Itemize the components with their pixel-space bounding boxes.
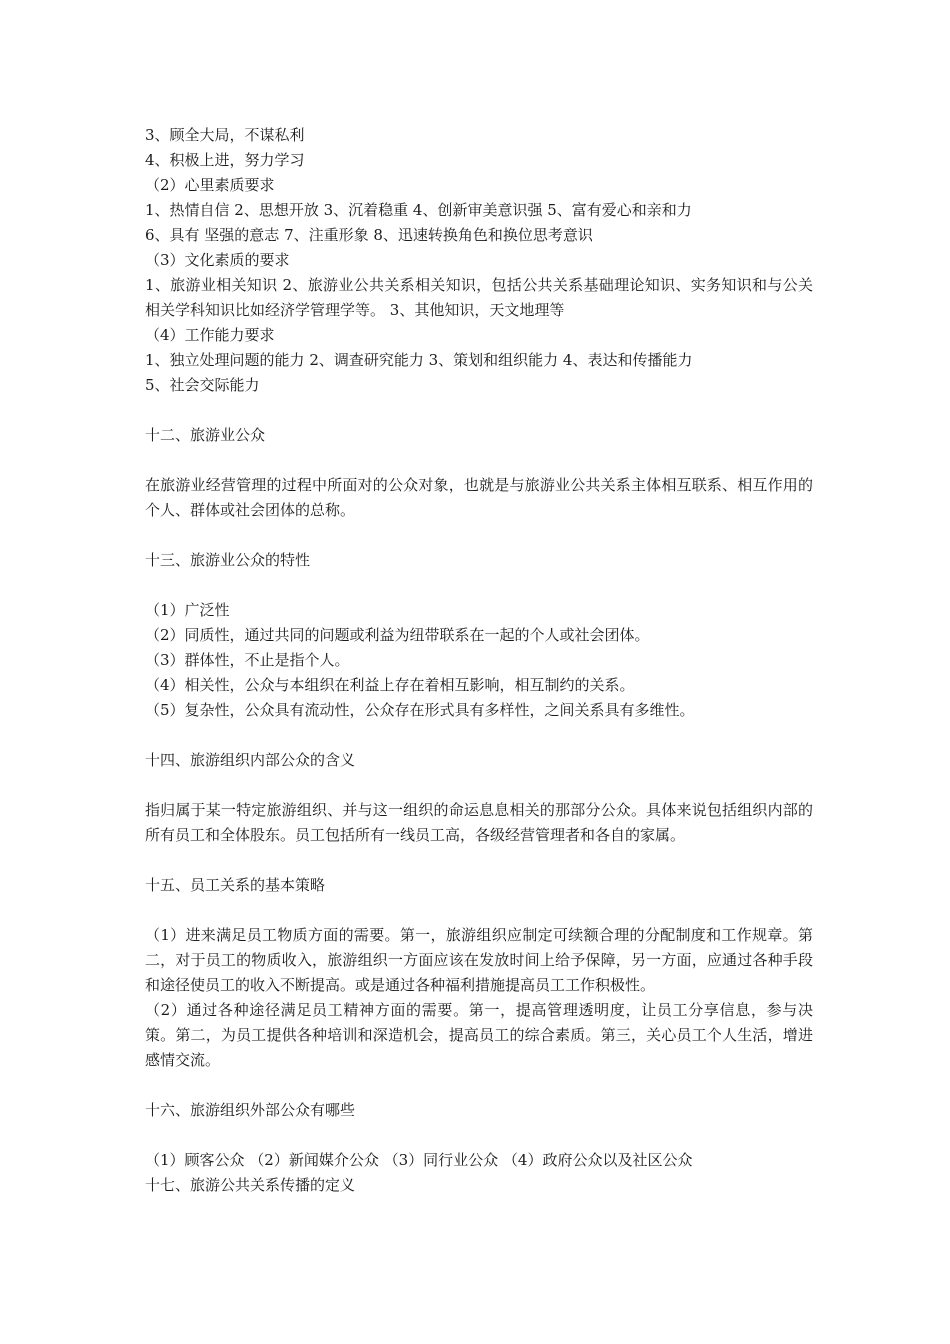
spacer (145, 723, 813, 748)
spacer (145, 523, 813, 548)
section-heading-13: 十三、旅游业公众的特性 (145, 551, 311, 569)
spacer (145, 773, 813, 798)
spacer (145, 398, 813, 423)
culture-paragraph: 1、旅游业相关知识 2、旅游业公共关系相关知识，包括公共关系基础理论知识、实务知识和与公关相关学科知识比如经济学管理学等。 3、其他知识，天文地理等 (145, 276, 813, 319)
section-heading-15: 十五、员工关系的基本策略 (145, 876, 326, 894)
section-paragraph-14: 指归属于某一特定旅游组织、并与这一组织的命运息息相关的那部分公众。具体来说包括组织内部的所有员工和全体股东。员工包括所有一线员工高，各级经营管理者和各自的家属。 (145, 801, 813, 844)
list-item: （4）相关性，公众与本组织在利益上存在着相互影响，相互制约的关系。 (145, 676, 635, 694)
list-item: （3）群体性，不止是指个人。 (145, 651, 350, 669)
spacer (145, 898, 813, 923)
section-paragraph-15-1: （1）进来满足员工物质方面的需要。第一，旅游组织应制定可续额合理的分配制度和工作规章。第二，对于员工的物质收入，旅游组织一方面应该在发放时间上给予保障，另一方面，应通过各种手段和途径使员工的收入不断提高。或是通过各种福利措施提高员工工作积极性。 (145, 926, 813, 994)
spacer (145, 448, 813, 473)
text-line: 1、热情自信 2、思想开放 3、沉着稳重 4、创新审美意识强 5、富有爱心和亲和力 (145, 201, 692, 219)
spacer (145, 1123, 813, 1148)
section-paragraph-15-2: （2）通过各种途径满足员工精神方面的需要。第一，提高管理透明度，让员工分享信息，参与决策。第二，为员工提供各种培训和深造机会，提高员工的综合素质。第三，关心员工个人生活，增进感情交流。 (145, 1001, 813, 1069)
text-line: 4、积极上进，努力学习 (145, 151, 305, 169)
text-line: 3、顾全大局，不谋私利 (145, 126, 305, 144)
subheading: （4）工作能力要求 (145, 326, 275, 344)
list-item: （5）复杂性，公众具有流动性，公众存在形式具有多样性，之间关系具有多维性。 (145, 701, 695, 719)
text-line: 5、社会交际能力 (145, 376, 260, 394)
subheading: （2）心里素质要求 (145, 176, 275, 194)
subheading: （3）文化素质的要求 (145, 251, 290, 269)
section-heading-16: 十六、旅游组织外部公众有哪些 (145, 1101, 356, 1119)
list-item: （2）同质性，通过共同的问题或利益为纽带联系在一起的个人或社会团体。 (145, 626, 650, 644)
section-heading-17: 十七、旅游公共关系传播的定义 (145, 1176, 356, 1194)
list-item: （1）顾客公众 （2）新闻媒介公众 （3）同行业公众 （4）政府公众以及社区公众 (145, 1151, 693, 1169)
spacer (145, 1073, 813, 1098)
spacer (145, 848, 813, 873)
section-heading-12: 十二、旅游业公众 (145, 426, 266, 444)
section-paragraph-12: 在旅游业经营管理的过程中所面对的公众对象，也就是与旅游业公共关系主体相互联系、相互作用的个人、群体或社会团体的总称。 (145, 476, 813, 519)
document-page (145, 123, 813, 1198)
text-line: 6、具有 坚强的意志 7、注重形象 8、迅速转换角色和换位思考意识 (145, 226, 593, 244)
text-line: 1、独立处理问题的能力 2、调查研究能力 3、策划和组织能力 4、表达和传播能力 (145, 351, 693, 369)
spacer (145, 573, 813, 598)
list-item: （1）广泛性 (145, 601, 230, 619)
section-heading-14: 十四、旅游组织内部公众的含义 (145, 751, 356, 769)
